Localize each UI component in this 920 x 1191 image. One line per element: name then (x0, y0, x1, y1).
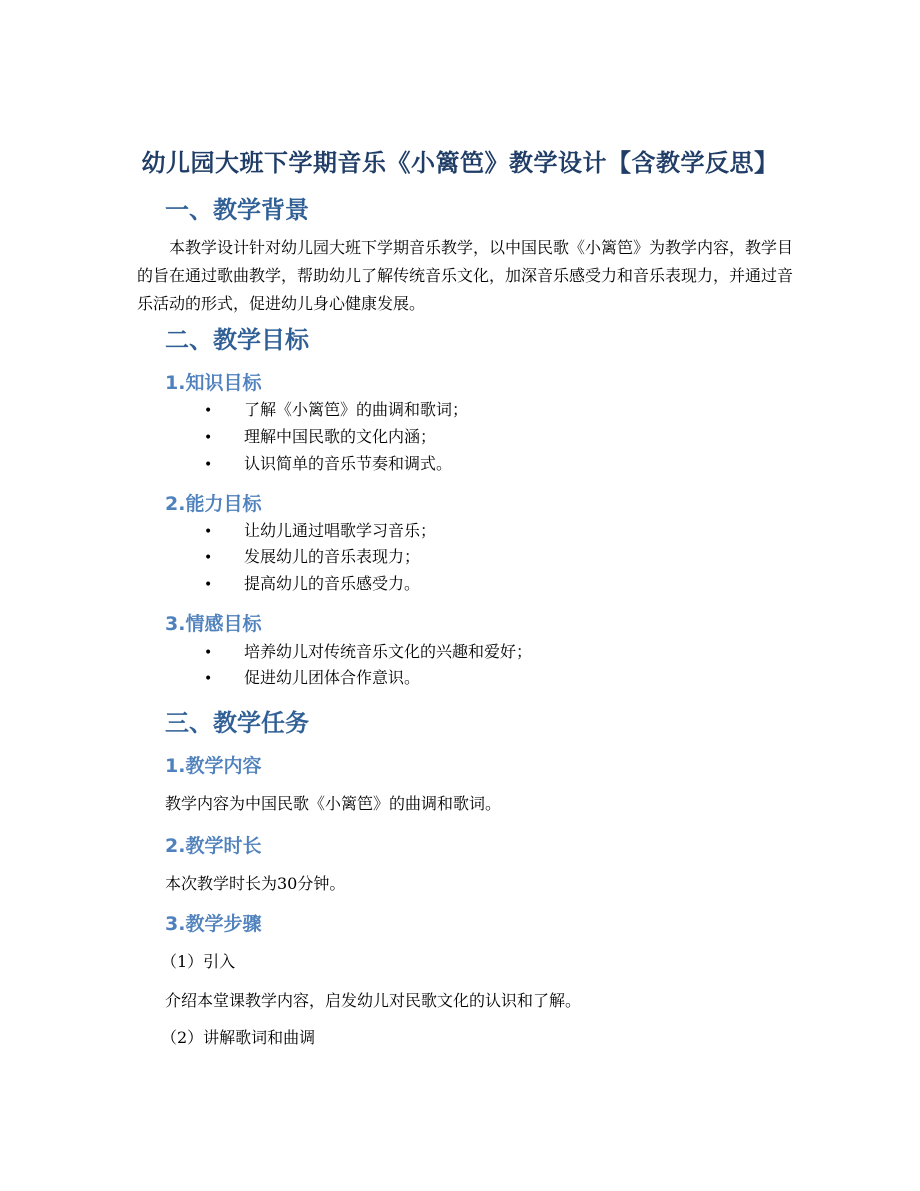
section-heading-background: 一、教学背景 (165, 196, 309, 224)
bullet-item (204, 397, 468, 420)
bullet-text: 了解《小篱笆》的曲调和歌词； (244, 400, 469, 419)
bullet-text: 提高幼儿的音乐感受力。 (244, 574, 421, 593)
bullet-text: 让幼儿通过唱歌学习音乐； (244, 521, 437, 540)
teaching-duration-text: 本次教学时长为30分钟。 (165, 874, 346, 893)
bullet-icon: • (204, 430, 213, 446)
section-heading-tasks: 三、教学任务 (165, 709, 309, 737)
bullet-icon: • (204, 671, 213, 687)
bullet-icon: • (204, 550, 213, 566)
bullet-item (204, 639, 532, 662)
bullet-text: 培养幼儿对传统音乐文化的兴趣和爱好； (244, 642, 533, 661)
bullet-text: 发展幼儿的音乐表现力； (244, 547, 421, 566)
bullet-item (204, 424, 436, 447)
bullet-icon: • (204, 645, 213, 661)
bullet-item (204, 544, 420, 567)
bullet-icon: • (204, 577, 213, 593)
step-text-intro: 介绍本堂课教学内容，启发幼儿对民歌文化的认识和了解。 (165, 991, 582, 1010)
subheading-emotion-goals: 3.情感目标 (165, 613, 262, 635)
subheading-teaching-steps: 3.教学步骤 (165, 913, 262, 935)
bullet-icon: • (204, 457, 213, 473)
subheading-knowledge-goals: 1.知识目标 (165, 372, 262, 394)
teaching-content-text: 教学内容为中国民歌《小篱笆》的曲调和歌词。 (165, 794, 502, 813)
bullet-icon: • (204, 403, 213, 419)
bullet-item (204, 571, 420, 594)
bullet-icon: • (204, 524, 213, 540)
subheading-teaching-content: 1.教学内容 (165, 755, 262, 777)
bullet-text: 理解中国民歌的文化内涵； (244, 427, 437, 446)
background-paragraph: 本教学设计针对幼儿园大班下学期音乐教学，以中国民歌《小篱笆》为教学内容，教学目的旨在通过歌曲教学，帮助幼儿了解传统音乐文化，加深音乐感受力和音乐表现力，并通过音乐活动的形式，促进幼儿身心健康发展。 (137, 238, 794, 313)
step-label-intro: （1）引入 (161, 952, 236, 971)
step-label-lyrics: （2）讲解歌词和曲调 (161, 1028, 316, 1047)
bullet-text: 促进幼儿团体合作意识。 (244, 668, 421, 687)
bullet-text: 认识简单的音乐节奏和调式。 (244, 454, 453, 473)
subheading-teaching-duration: 2.教学时长 (165, 835, 262, 857)
bullet-item (204, 451, 452, 474)
bullet-item (204, 665, 420, 688)
subheading-ability-goals: 2.能力目标 (165, 493, 262, 515)
bullet-item (204, 518, 436, 541)
section-heading-goals: 二、教学目标 (165, 326, 309, 354)
document-title: 幼儿园大班下学期音乐《小篱笆》教学设计【含教学反思】 (141, 149, 779, 177)
